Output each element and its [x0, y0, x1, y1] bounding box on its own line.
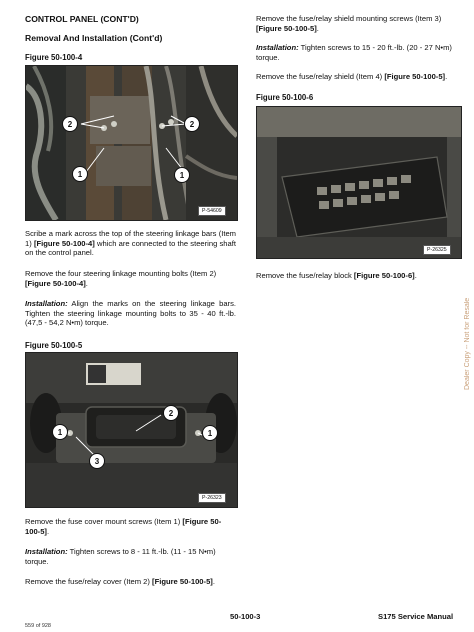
dealer-copy-watermark: Dealer Copy -- Not for Resale — [464, 297, 471, 390]
section-title: CONTROL PANEL (CONT'D) — [25, 14, 139, 24]
photo-number: P-54609 — [198, 206, 226, 216]
photo-number: P-26323 — [198, 493, 226, 503]
paragraph-text: Tighten screws to 15 - 20 ft.-lb. (20 - 27 N•m) torque. — [256, 43, 452, 62]
callout-item-2-left: 2 — [62, 116, 78, 132]
paragraph-text: . — [316, 23, 319, 33]
figure-reference: [Figure 50-100-4] — [33, 238, 95, 248]
fuse-relay-block-photo — [256, 106, 462, 259]
figure-reference: [Figure 50-100-5] — [384, 72, 446, 81]
callout-item-1-right: 1 — [174, 167, 190, 183]
figure-caption: Figure 50-100-4 — [25, 53, 83, 62]
paragraph-text: Remove the four steering linkage mounting bolts (Item 2) — [25, 269, 217, 278]
paragraph-text: Remove the fuse/relay block — [256, 271, 354, 280]
paragraph-installation-fuse-screws — [25, 547, 236, 566]
installation-label: Installation: — [25, 547, 68, 556]
figure-reference: [Figure 50-100-4] — [25, 278, 86, 288]
paragraph-text: Remove the fuse/relay shield (Item 4) — [256, 72, 385, 81]
paragraph-remove-fuse-screws — [25, 517, 236, 536]
figure-caption: Figure 50-100-5 — [25, 341, 83, 350]
paragraph-remove-shield — [256, 72, 468, 82]
paragraph-text: Remove the fuse cover mount screws (Item 1) — [25, 517, 183, 526]
paragraph-text: Remove the fuse/relay cover (Item 2) — [25, 577, 153, 586]
paragraph-remove-fuse-block — [256, 271, 468, 281]
installation-label: Installation: — [256, 43, 299, 52]
paragraph-text: Remove the fuse/relay shield mounting screws (Item 3) — [256, 14, 442, 23]
callout-item-3: 3 — [89, 453, 105, 469]
paragraph-remove-shield-screws — [256, 14, 468, 33]
installation-label: Installation: — [25, 299, 68, 308]
steering-linkage-photo — [25, 65, 238, 221]
figure-reference: [Figure 50-100-6] — [353, 271, 415, 280]
paragraph-text: . — [212, 577, 215, 586]
paragraph-installation-shield — [256, 43, 468, 62]
page-number: 50-100-3 — [230, 612, 261, 621]
paragraph-remove-bolts — [25, 269, 236, 288]
paragraph-installation-steering — [25, 299, 236, 328]
figure-reference: [Figure 50-100-5] — [152, 577, 213, 586]
paragraph-text: Tighten screws to 8 - 11 ft.-lb. (11 - 15 N•m) torque. — [25, 547, 216, 566]
paragraph-text: . — [85, 278, 88, 288]
fuse-relay-block-illustration — [257, 107, 461, 258]
paragraph-scribe-mark — [25, 229, 236, 258]
paragraph-text: . — [414, 271, 417, 280]
subsection-title: Removal And Installation (Cont'd) — [25, 33, 163, 43]
figure-reference: [Figure 50-100-5] — [25, 517, 222, 536]
callout-item-2-right: 2 — [184, 116, 200, 132]
figure-caption: Figure 50-100-6 — [256, 93, 314, 102]
callout-item-1-left: 1 — [52, 424, 68, 440]
callout-item-1-right: 1 — [202, 425, 218, 441]
callout-item-1-left: 1 — [72, 166, 88, 182]
paragraph-text: Align the marks on the steering linkage bars. Tighten the steering linkage mounting bolts to 35 - 40 ft.-lb. (47,5 - 54,2 N•m) torque. — [25, 299, 236, 328]
paragraph-text: which are connected to the steering shaft on the control panel. — [25, 238, 236, 258]
photo-number: P-26325 — [423, 245, 451, 255]
paragraph-text: Scribe a mark across the top of the steering linkage bars (Item 1) — [25, 229, 236, 248]
steering-linkage-illustration — [26, 66, 237, 220]
callout-item-2: 2 — [163, 405, 179, 421]
paragraph-text: . — [46, 526, 50, 536]
fuse-cover-photo — [25, 352, 238, 508]
figure-reference: [Figure 50-100-5] — [256, 23, 317, 33]
page-count: 559 of 928 — [25, 623, 51, 629]
paragraph-remove-fuse-cover — [25, 577, 245, 587]
paragraph-text: . — [445, 72, 448, 81]
manual-title: S175 Service Manual — [378, 612, 454, 621]
